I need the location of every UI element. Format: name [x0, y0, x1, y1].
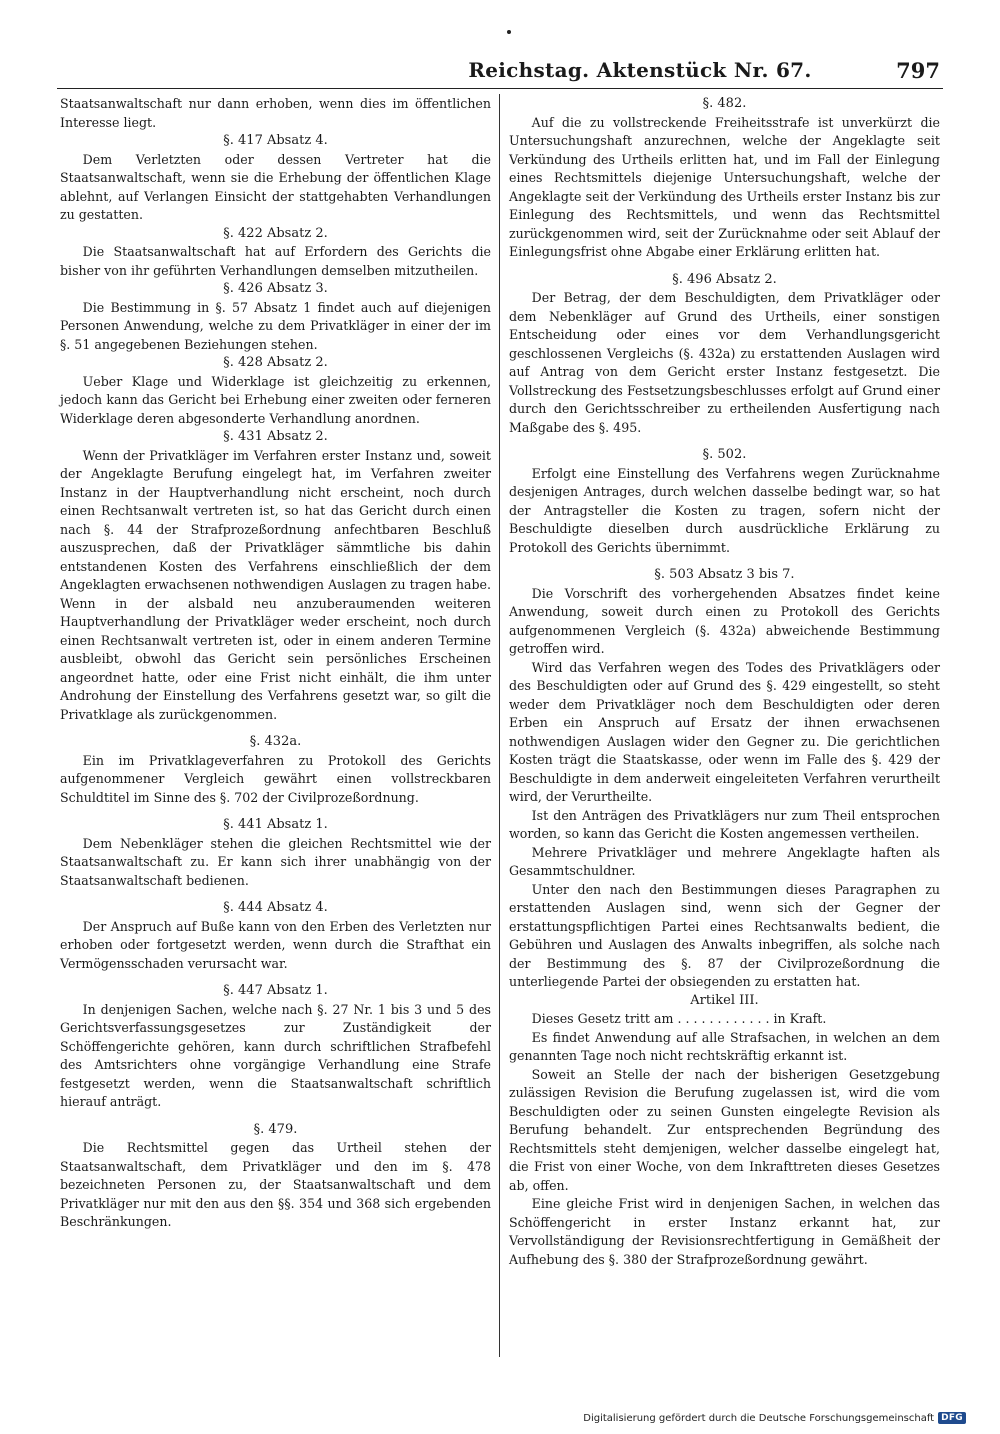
- paragraph: Ein im Privatklageverfahren zu Protokoll des Gerichts aufgenommener Vergleich gewährt einen vollstreckbaren Schuldtitel im Sinne des §. 702 der Civilprozeßordnung.: [60, 752, 491, 805]
- section-heading: §. 482.: [702, 96, 747, 111]
- paragraph: Es findet Anwendung auf alle Strafsachen, in welchen an dem genannten Tage noch nicht rechtskräftig erkannt ist.: [509, 1029, 940, 1063]
- section-heading: §. 426 Absatz 3.: [223, 281, 328, 296]
- section-heading: §. 441 Absatz 1.: [223, 817, 328, 832]
- paragraph: Unter den nach den Bestimmungen dieses Paragraphen zu erstattenden Auslagen sind, wenn sich der Gegner der erstattungspflichtigen Partei eines Rechtsanwalts bedient, die Gebühren und Auslagen des Anwalts inbegriffen, als solche nach der Bestimmung des §. 87 der Civilprozeßordnung die unterliegende Partei der obsiegenden zu erstatten hat.: [509, 881, 940, 989]
- column-divider: [499, 94, 500, 1357]
- paragraph: Staatsanwaltschaft nur dann erhoben, wenn dies im öffentlichen Interesse liegt.: [60, 96, 491, 130]
- paragraph: Der Anspruch auf Buße kann von den Erben des Verletzten nur erhoben oder fortgesetzt werden, wenn durch die Strafthat ein Vermögensschaden verursacht war.: [60, 918, 491, 971]
- paragraph: Dieses Gesetz tritt am . . . . . . . . . . . . in Kraft.: [531, 1011, 827, 1026]
- section-heading: §. 502.: [702, 447, 747, 462]
- dfg-logo: DFG: [938, 1412, 966, 1424]
- paragraph: Eine gleiche Frist wird in denjenigen Sachen, in welchen das Schöffengericht in erster Instanz erkannt hat, zur Vervollständigung der Revisionsrechtfertigung in Gemäßheit der Aufhebung des §. 380 der Strafprozeßordnung gewährt.: [509, 1196, 940, 1267]
- paragraph: Die Rechtsmittel gegen das Urtheil stehen der Staatsanwaltschaft, dem Privatkläger und den im §. 478 bezeichneten Personen zu, der Staatsanwaltschaft und dem Privatkläger nur mit den aus den §§. 354 und 368 sich ergebenden Beschränkungen.: [60, 1140, 491, 1229]
- section-heading: §. 447 Absatz 1.: [223, 983, 328, 998]
- section-heading: §. 428 Absatz 2.: [223, 355, 328, 370]
- paragraph: Wenn der Privatkläger im Verfahren erster Instanz und, soweit der Angeklagte Berufung eingelegt hat, im Verfahren zweiter Instanz in der Hauptverhandlung nicht erscheint, noch durch einen Rechtsanwalt vertreten ist, so hat das Gericht durch einen nach §. 44 der Strafprozeßordnung anfechtbaren Beschluß auszusprechen, daß der Privatkläger sämmtliche bis dahin entstandenen Kosten des Verfahrens einschließlich der dem Angeklagten erwachsenen nothwendigen Auslagen zu tragen habe. Wenn in der alsbald neu anzuberaumenden weiteren Hauptverhandlung der Privatkläger weder erscheint, noch durch einen Rechtsanwalt vertreten ist, oder in einem anderen Termine ausbleibt, obwohl das Gericht sein persönliches Erscheinen angeordnet hatte, oder eine Frist nicht einhält, die ihm unter Androhung der Einstellung des Verfahrens gesetzt war, so gilt die Privatklage als zurückgenommen.: [60, 447, 491, 722]
- section-heading: §. 431 Absatz 2.: [223, 429, 328, 444]
- right-column: [509, 95, 940, 1269]
- paragraph: Dem Nebenkläger stehen die gleichen Rechtsmittel wie der Staatsanwaltschaft zu. Er kann sich ihrer unabhängig von der Staatsanwaltschaft bedienen.: [60, 835, 491, 888]
- page-number: 797: [896, 58, 940, 83]
- paragraph: Die Staatsanwaltschaft hat auf Erfordern des Gerichts die bisher von ihr geführten Verhandlungen demselben mitzutheilen.: [60, 244, 491, 278]
- paragraph: Mehrere Privatkläger und mehrere Angeklagte haften als Gesammtschuldner.: [509, 844, 940, 878]
- section-heading: §. 503 Absatz 3 bis 7.: [654, 567, 795, 582]
- running-header: [60, 58, 940, 88]
- paragraph: Wird das Verfahren wegen des Todes des Privatklägers oder des Beschuldigten oder auf Grund des §. 429 eingestellt, so steht weder dem Privatkläger noch dem Beschuldigten oder deren Erben ein Anspruch auf Ersatz der ihnen erwachsenen nothwendigen Auslagen wider den Gegner zu. Die gerichtlichen Kosten trägt die Staatskasse, oder wenn im Falle des §. 429 der Beschuldigte in dem anderweit eingeleiteten Verfahren verurtheilt wird, der Verurtheilte.: [509, 659, 940, 804]
- paragraph: Auf die zu vollstreckende Freiheitsstrafe ist unverkürzt die Untersuchungshaft anzurechnen, welche der Angeklagte seit Verkündung des Urtheils erlitten hat, und im Fall der Einlegung eines Rechtsmittels diejenige Untersuchungshaft, welche der Angeklagte seit der Verkündung des Urtheils erster Instanz bis zur Einlegung des Rechtsmittels, und wenn das Rechtsmittel zurückgenommen wird, seit der Zurücknahme oder seit Ablauf der Einlegungsfrist ohne Abgabe einer Erklärung erlitten hat.: [509, 114, 940, 259]
- section-heading: §. 432a.: [249, 734, 302, 749]
- footer-text: Digitalisierung gefördert durch die Deutsche Forschungsgemeinschaft: [583, 1412, 935, 1424]
- paragraph: Soweit an Stelle der nach der bisherigen Gesetzgebung zulässigen Revision die Berufung zugelassen ist, wird die vom Beschuldigten oder zu seinen Gunsten eingelegte Revision als Berufung behandelt. Zur entsprechenden Begründung des Rechtsmittels steht demjenigen, welcher dasselbe eingelegt hat, die Frist von einer Woche, von dem Inkrafttreten dieses Gesetzes ab, offen.: [509, 1066, 940, 1193]
- section-heading: §. 496 Absatz 2.: [672, 271, 777, 287]
- header-title: Reichstag. Aktenstück Nr. 67.: [468, 58, 812, 82]
- section-heading: §. 479.: [253, 1121, 298, 1137]
- left-column: [60, 95, 491, 1232]
- top-center-mark: [507, 30, 511, 34]
- article-heading: Artikel III.: [690, 992, 759, 1008]
- paragraph: Dem Verletzten oder dessen Vertreter hat die Staatsanwaltschaft, wenn sie die Erhebung der öffentlichen Klage ablehnt, auf Verlangen Einsicht der stattgehabten Verhandlungen zu gestatten.: [60, 151, 491, 222]
- paragraph: Die Bestimmung in §. 57 Absatz 1 findet auch auf diejenigen Personen Anwendung, welche zu dem Privatkläger in einer der im §. 51 angegebenen Beziehungen stehen.: [60, 299, 491, 352]
- section-heading: §. 422 Absatz 2.: [223, 225, 328, 241]
- section-heading: §. 417 Absatz 4.: [223, 133, 328, 148]
- digitization-footer: [583, 1412, 966, 1424]
- paragraph: Der Betrag, der dem Beschuldigten, dem Privatkläger oder dem Nebenkläger auf Grund des Urtheils, einer sonstigen Entscheidung oder eines vor dem Verhandlungsgericht geschlossenen Vergleichs (§. 432a) zu erstattenden Auslagen wird auf Antrag von dem Gericht erster Instanz festgesetzt. Die Vollstreckung des Festsetzungsbeschlusses erfolgt auf Grund einer durch den Gerichtsschreiber zu ertheilenden Ausfertigung nach Maßgabe des §. 495.: [509, 290, 940, 435]
- paragraph: Ueber Klage und Widerklage ist gleichzeitig zu erkennen, jedoch kann das Gericht bei Erhebung einer zweiten oder ferneren Widerklage deren abgesonderte Verhandlung anordnen.: [60, 373, 491, 426]
- paragraph: Erfolgt eine Einstellung des Verfahrens wegen Zurücknahme desjenigen Antrages, durch welchen dasselbe bedingt war, so hat der Antragsteller die Kosten zu tragen, sofern nicht der Beschuldigte dieselben durch ausdrückliche Erklärung zu Protokoll des Gerichts übernimmt.: [509, 465, 940, 555]
- paragraph: Die Vorschrift des vorhergehenden Absatzes findet keine Anwendung, soweit durch einen zu Protokoll des Gerichts aufgenommenen Vergleich (§. 432a) abweichende Bestimmung getroffen wird.: [509, 585, 940, 656]
- section-heading: §. 444 Absatz 4.: [223, 900, 328, 915]
- header-rule: [57, 88, 943, 89]
- paragraph: In denjenigen Sachen, welche nach §. 27 Nr. 1 bis 3 und 5 des Gerichtsverfassungsgesetzes zur Zuständigkeit der Schöffengerichte gehören, kann durch schriftlichen Strafbefehl des Amtsrichters ohne vorgängige Verhandlung eine Strafe festgesetzt werden, wenn die Staatsanwaltschaft schriftlich hierauf anträgt.: [60, 1001, 491, 1109]
- paragraph: Ist den Anträgen des Privatklägers nur zum Theil entsprochen worden, so kann das Gericht die Kosten angemessen vertheilen.: [509, 807, 940, 841]
